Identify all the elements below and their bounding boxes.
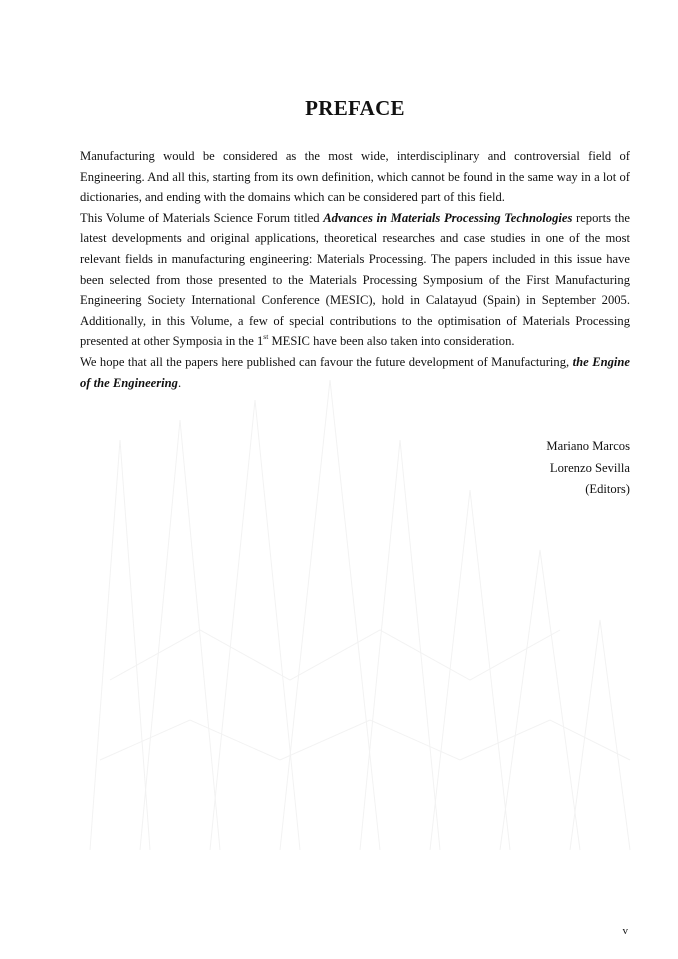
page-title: PREFACE [305, 96, 405, 120]
signature-block [546, 436, 630, 501]
editor-name: Mariano Marcos [546, 439, 630, 453]
editors-label: (Editors) [585, 482, 630, 496]
paragraph-1: Manufacturing would be considered as the most wide, interdisciplinary and controversial field of Engineering. And all this, starting from its own definition, which cannot be found in the same way in a lot of dictionaries, and ending with the domains which can be considered part of this field. [80, 149, 630, 205]
paragraph-2: This Volume of Materials Science Forum titled Advances in Materials Processing Technologies reports the latest developments and original applications, theoretical researches and case studies in one of the most relevant fields in manufacturing engineering: Materials Processing. The papers included in this issue have been selected from those presented to the Materials Processing Symposium of the First Manufacturing Engineering Society International Conference (MESIC), hold in Calatayud (Spain) in September 2005. Additionally, in this Volume, a few of special contributions to the optimisation of Materials Processing presented at other Symposia in the 1st MESIC have been also taken into consideration. [80, 210, 630, 349]
volume-title: Advances in Materials Processing Technologies [323, 210, 573, 225]
engine-phrase: the Engine of the Engineering [80, 354, 630, 390]
preface-body [80, 146, 630, 393]
editor-name: Lorenzo Sevilla [549, 460, 630, 475]
paragraph-3: We hope that all the papers here published can favour the future development of Manufacturing, the Engine of the Engineering. [80, 354, 630, 390]
page-number: v [622, 925, 628, 937]
superscript-st: st [263, 332, 269, 342]
